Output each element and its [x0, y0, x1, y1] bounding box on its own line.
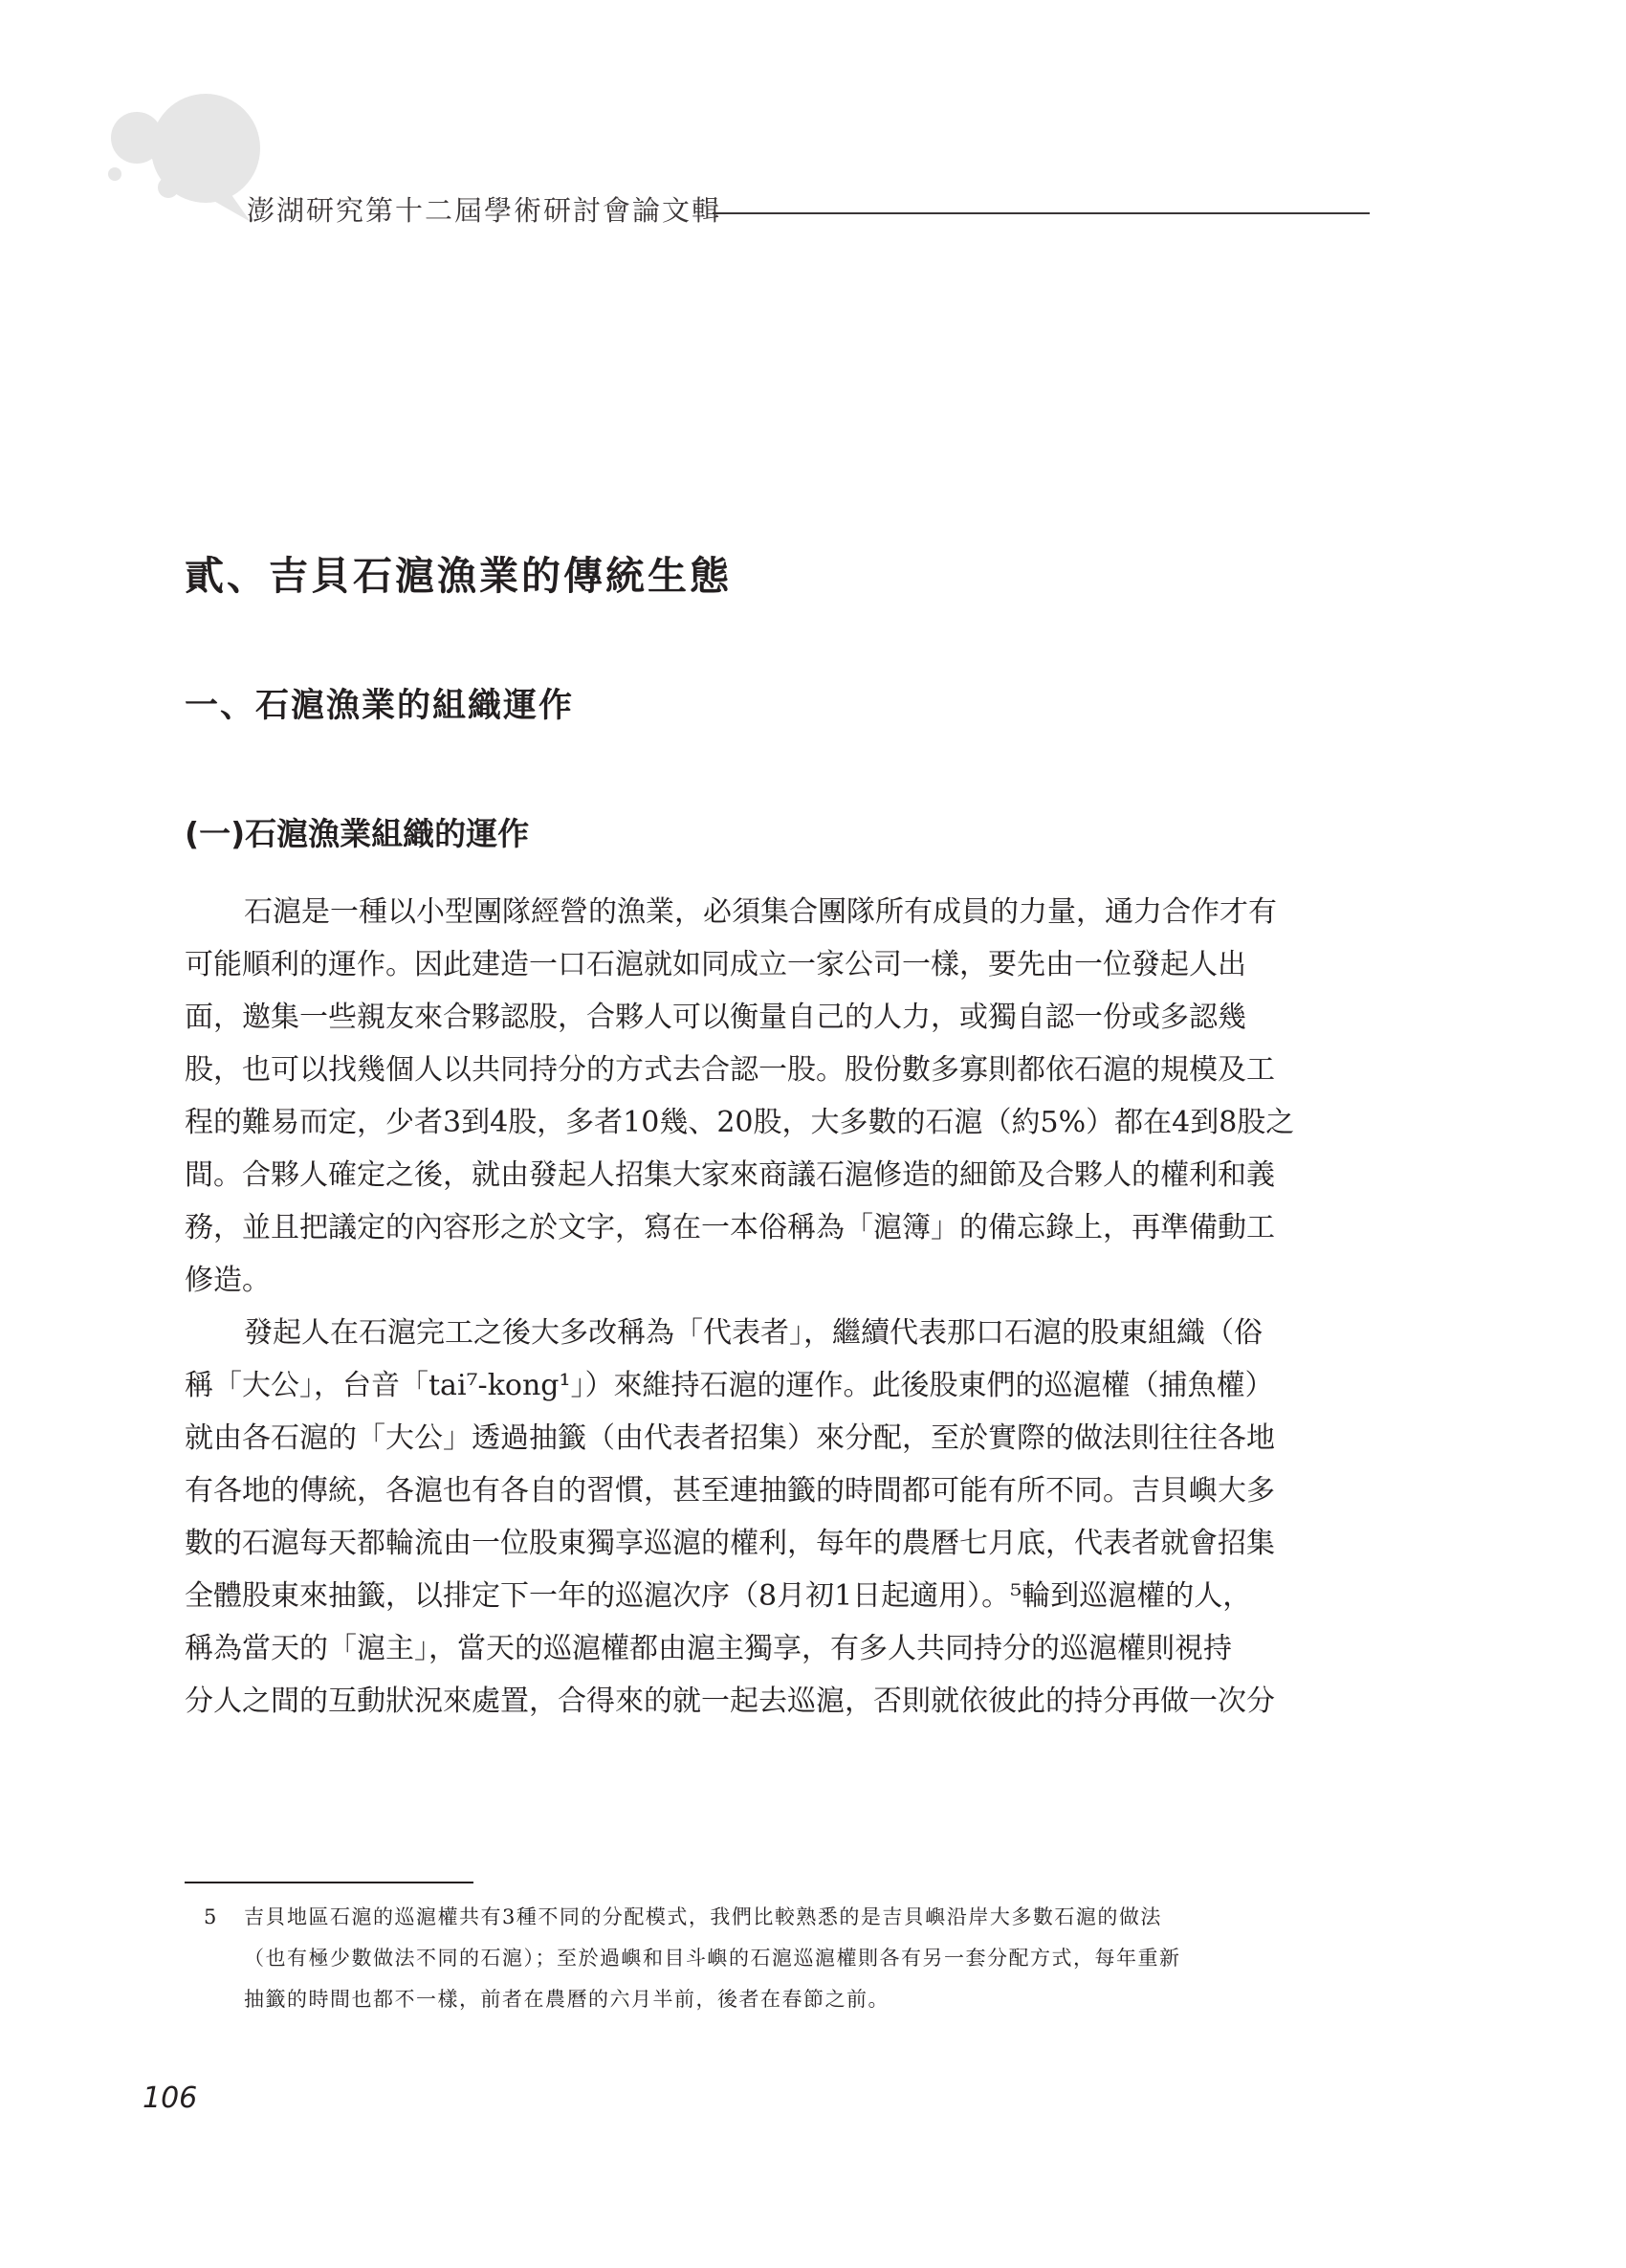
body-line: 股，也可以找幾個人以共同持分的方式去合認一股。股份數多寡則都依石滬的規模及工 [185, 1053, 1275, 1087]
footnote-number: 5 [204, 1905, 217, 1928]
body-line: 就由各石滬的「大公」透過抽籤（由代表者招集）來分配，至於實際的做法則往往各地 [185, 1421, 1275, 1455]
body-line: 可能順利的運作。因此建造一口石滬就如同成立一家公司一樣，要先由一位發起人出 [185, 948, 1246, 981]
footnote-line: 抽籤的時間也都不一樣，前者在農曆的六月半前，後者在春節之前。 [244, 1988, 890, 2011]
footnote-line: （也有極少數做法不同的石滬）；至於過嶼和目斗嶼的石滬巡滬權則各有另一套分配方式，每年重新 [244, 1947, 1181, 1970]
body-line: 務，並且把議定的內容形之於文字，寫在一本俗稱為「滬簿」的備忘錄上，再準備動工 [185, 1211, 1275, 1244]
subsection-title: 一、石滬漁業的組織運作 [185, 687, 575, 725]
body-line: 石滬是一種以小型團隊經營的漁業，必須集合團隊所有成員的力量，通力合作才有 [244, 895, 1277, 929]
footnote-line: 吉貝地區石滬的巡滬權共有3種不同的分配模式，我們比較熟悉的是吉貝嶼沿岸大多數石滬的做法 [244, 1905, 1162, 1928]
running-header: 澎湖研究第十二屆學術研討會論文輯 [247, 194, 722, 227]
footnote [185, 1897, 1375, 2020]
footnote-rule [185, 1882, 473, 1883]
body-line: 面，邀集一些親友來合夥認股，合夥人可以衡量自己的人力，或獨自認一份或多認幾 [185, 1001, 1246, 1034]
body-line: 分人之間的互動狀況來處置，合得來的就一起去巡滬，否則就依彼此的持分再做一次分 [185, 1684, 1275, 1718]
body-line: 發起人在石滬完工之後大多改稱為「代表者」，繼續代表那口石滬的股東組織（俗 [244, 1316, 1263, 1350]
body-line: 修造。 [185, 1264, 271, 1297]
body-line: 稱為當天的「滬主」，當天的巡滬權都由滬主獨享，有多人共同持分的巡滬權則視持 [185, 1632, 1232, 1665]
page-number: 106 [143, 2081, 198, 2115]
body-line: 有各地的傳統，各滬也有各自的習慣，甚至連抽籤的時間都可能有所不同。吉貝嶼大多 [185, 1474, 1275, 1508]
body-text [185, 886, 1375, 1728]
body-line: 程的難易而定，少者3到4股，多者10幾、20股，大多數的石滬（約5%）都在4到8股之 [185, 1106, 1295, 1139]
subsubsection-title: (一)石滬漁業組織的運作 [185, 815, 530, 852]
header-rule [713, 212, 1370, 214]
speech-bubbles-icon [0, 0, 287, 230]
body-line: 全體股東來抽籤，以排定下一年的巡滬次序（8月初1日起適用）。⁵輪到巡滬權的人， [185, 1579, 1252, 1613]
section-title: 貳、吉貝石滬漁業的傳統生態 [185, 553, 732, 599]
body-line: 數的石滬每天都輪流由一位股東獨享巡滬的權利，每年的農曆七月底，代表者就會招集 [185, 1527, 1275, 1560]
body-line: 稱「大公」，台音「tai⁷-kong¹」）來維持石滬的運作。此後股東們的巡滬權（捕魚權） [185, 1369, 1274, 1402]
body-line: 間。合夥人確定之後，就由發起人招集大家來商議石滬修造的細節及合夥人的權利和義 [185, 1158, 1275, 1192]
